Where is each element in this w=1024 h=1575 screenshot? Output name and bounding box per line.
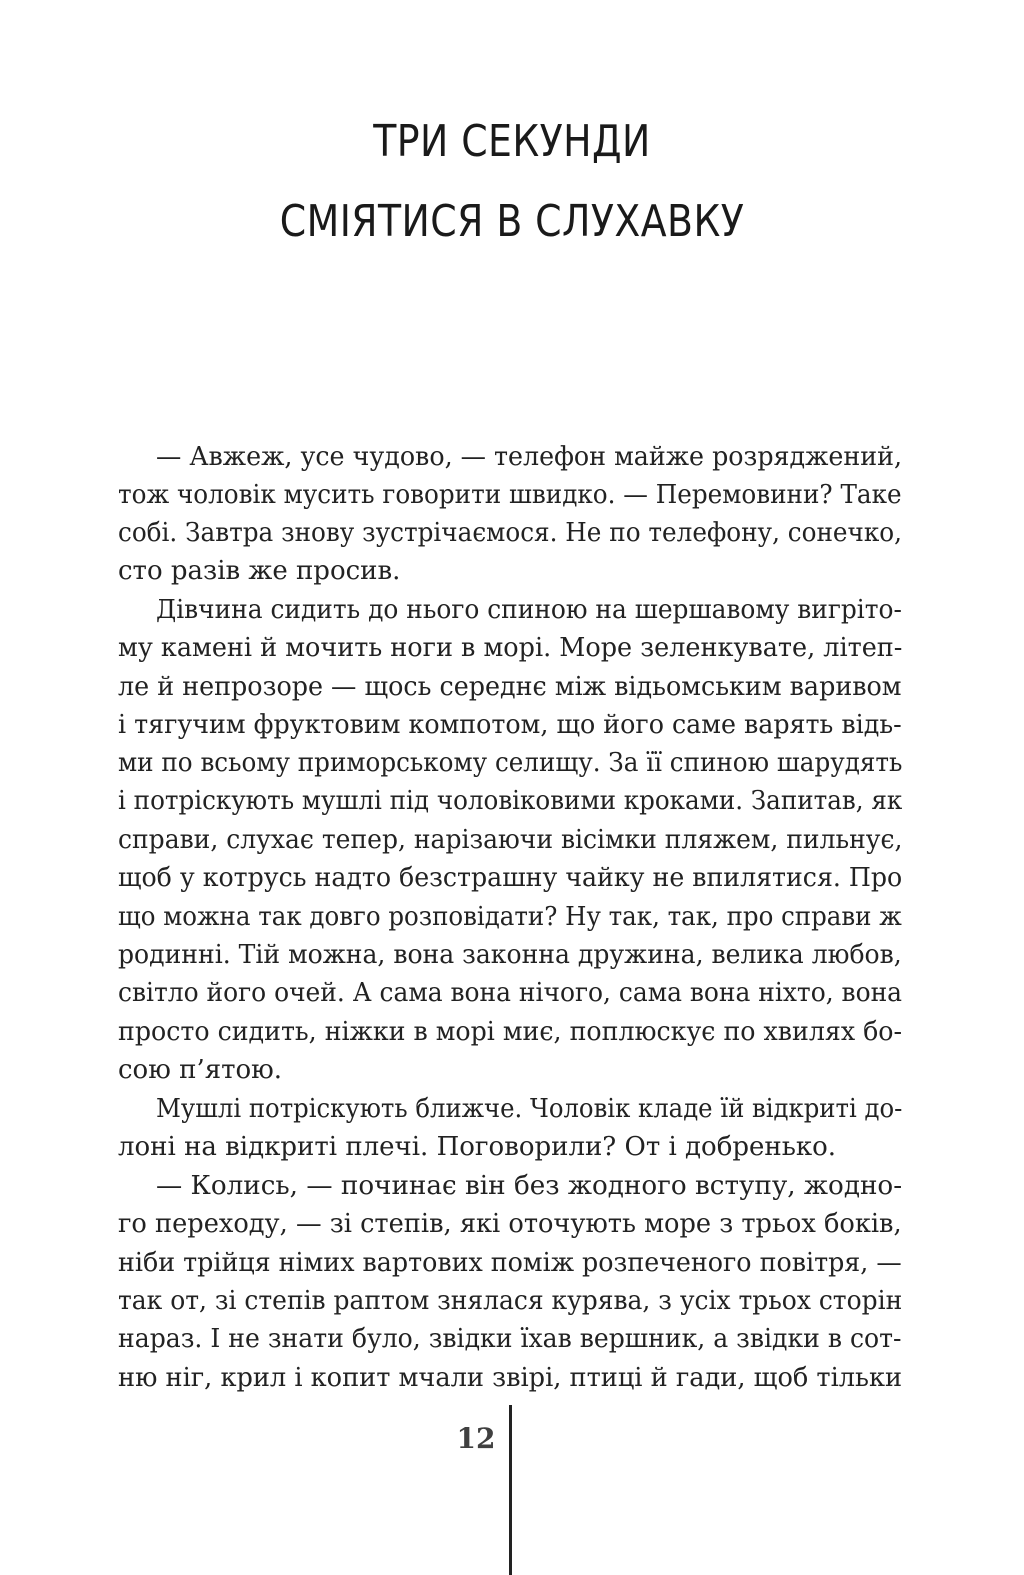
text-line: ню ніг, крил і копит мчали звірі, птиці й гади, щоб тільки (118, 1363, 903, 1393)
text-line: ніби трійця німих вартових поміж розпеченого повітря, — (118, 1248, 902, 1278)
text-line: го переходу, — зі степів, які оточують море з трьох боків, (118, 1209, 902, 1239)
text-line: так от, зі степів раптом знялася курява, з усіх трьох сторін (118, 1286, 903, 1316)
text-line: му камені й мочить ноги в морі. Море зеленкувате, літеп- (118, 633, 903, 663)
chapter-title-line-1: ТРИ СЕКУНДИ (373, 116, 651, 167)
text-line: лоні на відкриті плечі. Поговорили? От і добренько. (118, 1132, 837, 1162)
text-line: — Авжеж, усе чудово, — телефон майже розряджений, (156, 442, 903, 472)
text-line: Мушлі потріскують ближче. Чоловік кладе їй відкриті до- (156, 1094, 903, 1124)
text-line: ле й непрозоре — щось середнє між відьомським варивом (118, 672, 902, 702)
text-line: справи, слухає тепер, нарізаючи вісімки пляжем, пильнує, (118, 825, 903, 855)
text-line: сою п’ятою. (118, 1055, 283, 1085)
text-line: Дівчина сидить до нього спиною на шершавому вигріто- (156, 595, 902, 625)
text-line: нараз. І не знати було, звідки їхав вершник, а звідки в сот- (118, 1324, 902, 1354)
page-number-rule (509, 1405, 512, 1575)
text-line: світло його очей. А сама вона нічого, сама вона ніхто, вона (118, 978, 903, 1008)
page-number: 12 (456, 1422, 496, 1455)
text-line: сто разів же просив. (118, 556, 401, 586)
text-line: родинні. Тій можна, вона законна дружина, велика любов, (118, 940, 902, 970)
text-line: що можна так довго розповідати? Ну так, так, про справи ж (118, 902, 902, 932)
text-line: собі. Завтра знову зустрічаємося. Не по телефону, сонечко, (118, 518, 902, 548)
text-line: і потріскують мушлі під чоловіковими кроками. Запитав, як (118, 786, 903, 816)
text-line: щоб у котрусь надто безстрашну чайку не впилятися. Про (118, 863, 903, 893)
text-line: просто сидить, ніжки в морі миє, поплюскує по хвилях бо- (118, 1017, 903, 1047)
text-line: ми по всьому приморському селищу. За її спиною шарудять (118, 748, 903, 778)
text-line: і тягучим фруктовим компотом, що його саме варять відь- (118, 710, 902, 740)
chapter-title-line-2: СМІЯТИСЯ В СЛУХАВКУ (279, 196, 745, 247)
text-line: тож чоловік мусить говорити швидко. — Перемовини? Таке (118, 480, 902, 510)
text-line: — Колись, — починає він без жодного вступу, жодно- (156, 1171, 903, 1201)
